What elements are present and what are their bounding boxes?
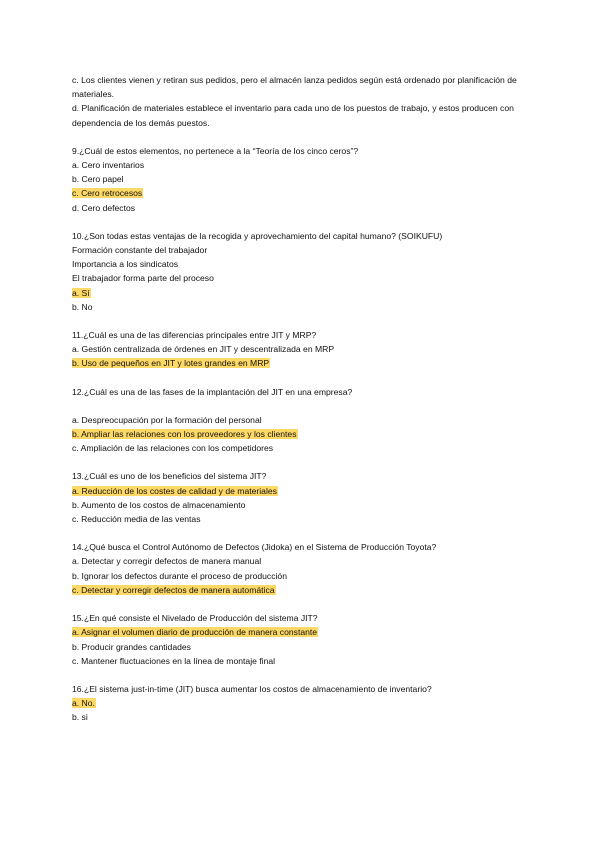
q9-option-c-highlighted: c. Cero retrocesos	[72, 188, 143, 199]
question-9: 9.¿Cuál de estos elementos, no pertenece a la “Teoría de los cinco ceros”?	[72, 145, 359, 156]
question-15: 15.¿En qué consiste el Nivelado de Producción del sistema JIT?	[72, 613, 318, 624]
q15-option-c: c. Mantener fluctuaciones en la línea de montaje final	[72, 655, 276, 666]
option-d-intro: d. Planificación de materiales establece el inventario para cada uno de los puestos de trabajo, y estos producen con dependencia de los demás puestos.	[72, 103, 514, 128]
q9-option-d: d. Cero defectos	[72, 202, 136, 213]
option-c-intro: c. Los clientes vienen y retiran sus pedidos, pero el almacén lanza pedidos según está ordenado por planificación de materiales.	[72, 75, 517, 100]
q14-option-b: b. Ignorar los defectos durante el proceso de producción	[72, 570, 287, 581]
q12-option-a: a. Despreocupación por la formación del personal	[72, 414, 262, 425]
q10-option-b: b. No	[72, 301, 93, 312]
question-13: 13.¿Cuál es uno de los beneficios del sistema JIT?	[72, 471, 267, 482]
q15-option-b: b. Producir grandes cantidades	[72, 641, 191, 652]
q12-option-b-highlighted: b. Ampliar las relaciones con los proveedores y los clientes	[72, 429, 297, 440]
q14-option-a: a. Detectar y corregir defectos de manera manual	[72, 556, 262, 567]
q15-option-a-highlighted: a. Asignar el volumen diario de producción de manera constante	[72, 627, 318, 638]
q16-option-b: b. si	[72, 712, 88, 723]
q10-option-a-highlighted: a. Sí	[72, 287, 90, 298]
question-16: 16.¿El sistema just-in-time (JIT) busca aumentar los costos de almacenamiento de inventario?	[72, 683, 432, 694]
quiz-content	[72, 73, 532, 725]
q13-option-b: b. Aumento de los costos de almacenamiento	[72, 499, 246, 510]
q10-item-2: Importancia a los sindicatos	[72, 259, 179, 270]
q16-option-a-highlighted: a. No.	[72, 698, 95, 709]
question-10: 10.¿Son todas estas ventajas de la recogida y aprovechamiento del capital humano? (SOIKUFU)	[72, 230, 443, 241]
q12-option-c: c. Ampliación de las relaciones con los competidores	[72, 443, 274, 454]
q13-option-a-highlighted: a. Reducción de los costes de calidad y de materiales	[72, 485, 277, 496]
q13-option-c: c. Reducción media de las ventas	[72, 514, 201, 525]
q11-option-b-highlighted: b. Uso de pequeños en JIT y lotes grandes en MRP	[72, 358, 270, 369]
q9-option-a: a. Cero inventarios	[72, 160, 145, 171]
q10-item-1: Formación constante del trabajador	[72, 245, 208, 256]
question-14: 14.¿Qué busca el Control Autónomo de Defectos (Jidoka) en el Sistema de Producción Toyota?	[72, 542, 437, 553]
q9-option-b: b. Cero papel	[72, 174, 124, 185]
q10-item-3: El trabajador forma parte del proceso	[72, 273, 214, 284]
question-11: 11.¿Cuál es una de las diferencias principales entre JIT y MRP?	[72, 330, 317, 341]
question-12: 12.¿Cuál es una de las fases de la implantación del JIT en una empresa?	[72, 386, 353, 397]
q11-option-a: a. Gestión centralizada de órdenes en JIT y descentralizada en MRP	[72, 344, 335, 355]
q14-option-c-highlighted: c. Detectar y corregir defectos de manera automática	[72, 584, 275, 595]
